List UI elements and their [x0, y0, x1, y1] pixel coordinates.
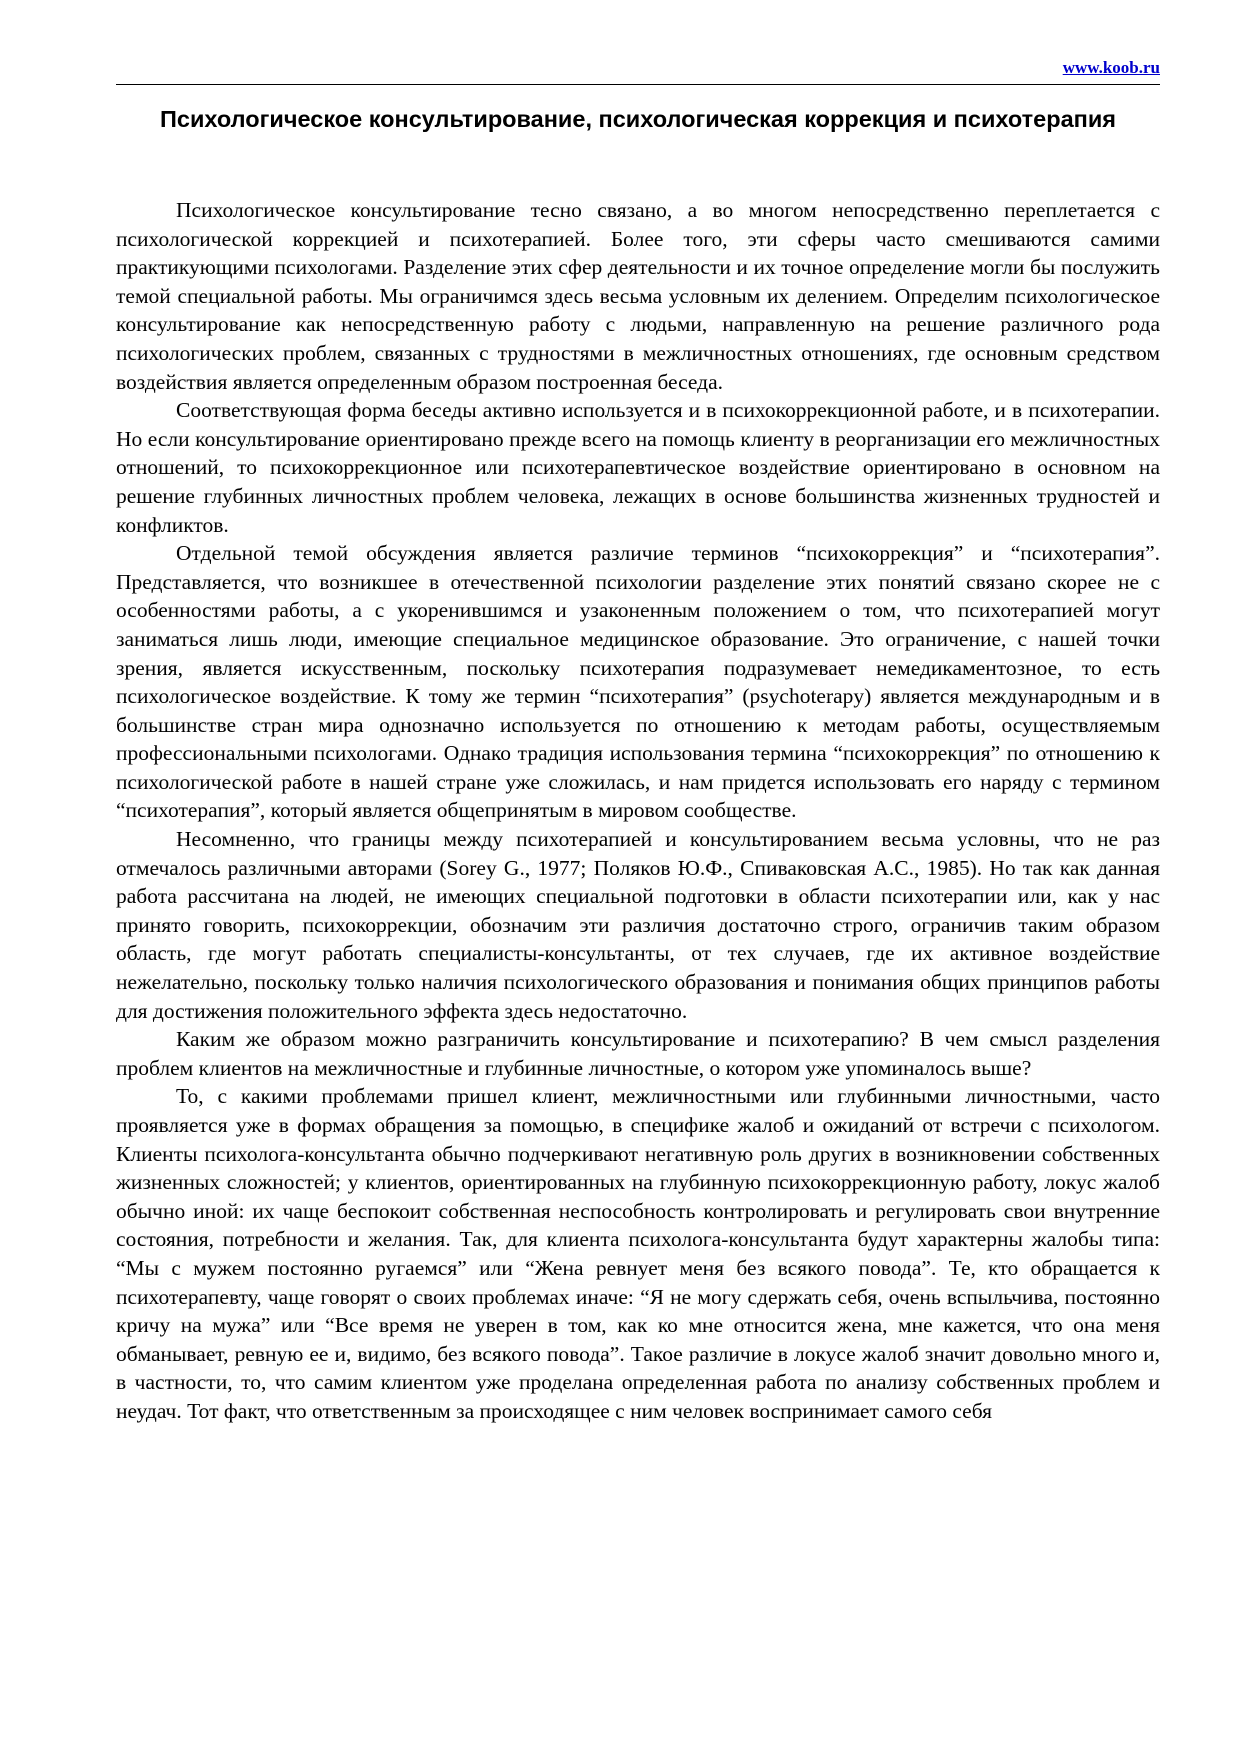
paragraph: Каким же образом можно разграничить консультирование и психотерапию? В чем смысл разделения проблем клиентов на межличностные и глубинные личностные, о котором уже упоминалось выше?: [116, 1027, 1160, 1080]
document-title: Психологическое консультирование, психологическая коррекция и психотерапия: [159, 106, 1117, 132]
paragraph: То, с какими проблемами пришел клиент, межличностными или глубинными личностными, часто проявляется уже в формах обращения за помощью, в специфике жалоб и ожиданий от встречи с психологом. Клиенты психолога-консультанта обычно подчеркивают негативную роль других в возникновении собственных жизненных сложностей; у клиентов, ориентированных на глубинную психокоррекционную работу, локус жалоб обычно иной: их чаще беспокоит собственная неспособность контролировать и регулировать свои внутренние состояния, потребности и желания. Так, для клиента психолога-консультанта будут характерны жалобы типа: “Мы с мужем постоянно ругаемся” или “Жена ревнует меня без всякого повода”. Те, кто обращается к психотерапевту, чаще говорят о своих проблемах иначе: “Я не могу сдержать себя, очень вспыльчива, постоянно кричу на мужа” или “Все время не уверен в том, как ко мне относится жена, мне кажется, что она меня обманывает, ревную ее и, видимо, без всякого повода”. Такое различие в локусе жалоб значит довольно много и, в частности, то, что самим клиентом уже проделана определенная работа по анализу собственных проблем и неудач. Тот факт, что ответственным за происходящее с ним человек воспринимает самого себя: [116, 1084, 1160, 1423]
site-link[interactable]: www.koob.ru: [1062, 58, 1160, 77]
page-header: [116, 56, 1160, 85]
paragraph: Соответствующая форма беседы активно используется и в психокоррекционной работе, и в психотерапии. Но если консультирование ориентировано прежде всего на помощь клиенту в реорганизации его межличностных отношений, то психокоррекционное или психотерапевтическое воздействие ориентировано в основном на решение глубинных личностных проблем человека, лежащих в основе большинства жизненных трудностей и конфликтов.: [116, 398, 1160, 537]
paragraph: Психологическое консультирование тесно связано, а во многом непосредственно переплетается с психологической коррекцией и психотерапией. Более того, эти сферы часто смешиваются самими практикующими психологами. Разделение этих сфер деятельности и их точное определение могли бы послужить темой специальной работы. Мы ограничимся здесь весьма условным их делением. Определим психологическое консультирование как непосредственную работу с людьми, направленную на решение различного рода психологических проблем, связанных с трудностями в межличностных отношениях, где основным средством воздействия является определенным образом построенная беседа.: [116, 198, 1160, 394]
paragraph: Несомненно, что границы между психотерапией и консультированием весьма условны, что не раз отмечалось различными авторами (Sorey G., 1977; Поляков Ю.Ф., Спиваковская А.С., 1985). Но так как данная работа рассчитана на людей, не имеющих специальной подготовки в области психотерапии или, как у нас принято говорить, психокоррекции, обозначим эти различия достаточно строго, ограничив таким образом область, где могут работать специалисты-консультанты, от тех случаев, где их активное воздействие нежелательно, поскольку только наличия психологического образования и понимания общих принципов работы для достижения положительного эффекта здесь недостаточно.: [116, 827, 1160, 1023]
paragraph: Отдельной темой обсуждения является различие терминов “психокоррекция” и “психотерапия”. Представляется, что возникшее в отечественной психологии разделение этих понятий связано скорее не с особенностями работы, а с укоренившимся и узаконенным положением о том, что психотерапией могут заниматься лишь люди, имеющие специальное медицинское образование. Это ограничение, с нашей точки зрения, является искусственным, поскольку психотерапия подразумевает немедикаментозное, то есть психологическое воздействие. К тому же термин “психотерапия” (psychoterapy) является международным и в большинстве стран мира однозначно используется по отношению к методам работы, осуществляемым профессиональными психологами. Однако традиция использования термина “психокоррекция” по отношению к психологической работе в нашей стране уже сложилась, и нам придется использовать его наряду с термином “психотерапия”, который является общепринятым в мировом сообществе.: [116, 541, 1160, 823]
document-body: [116, 196, 1160, 1426]
